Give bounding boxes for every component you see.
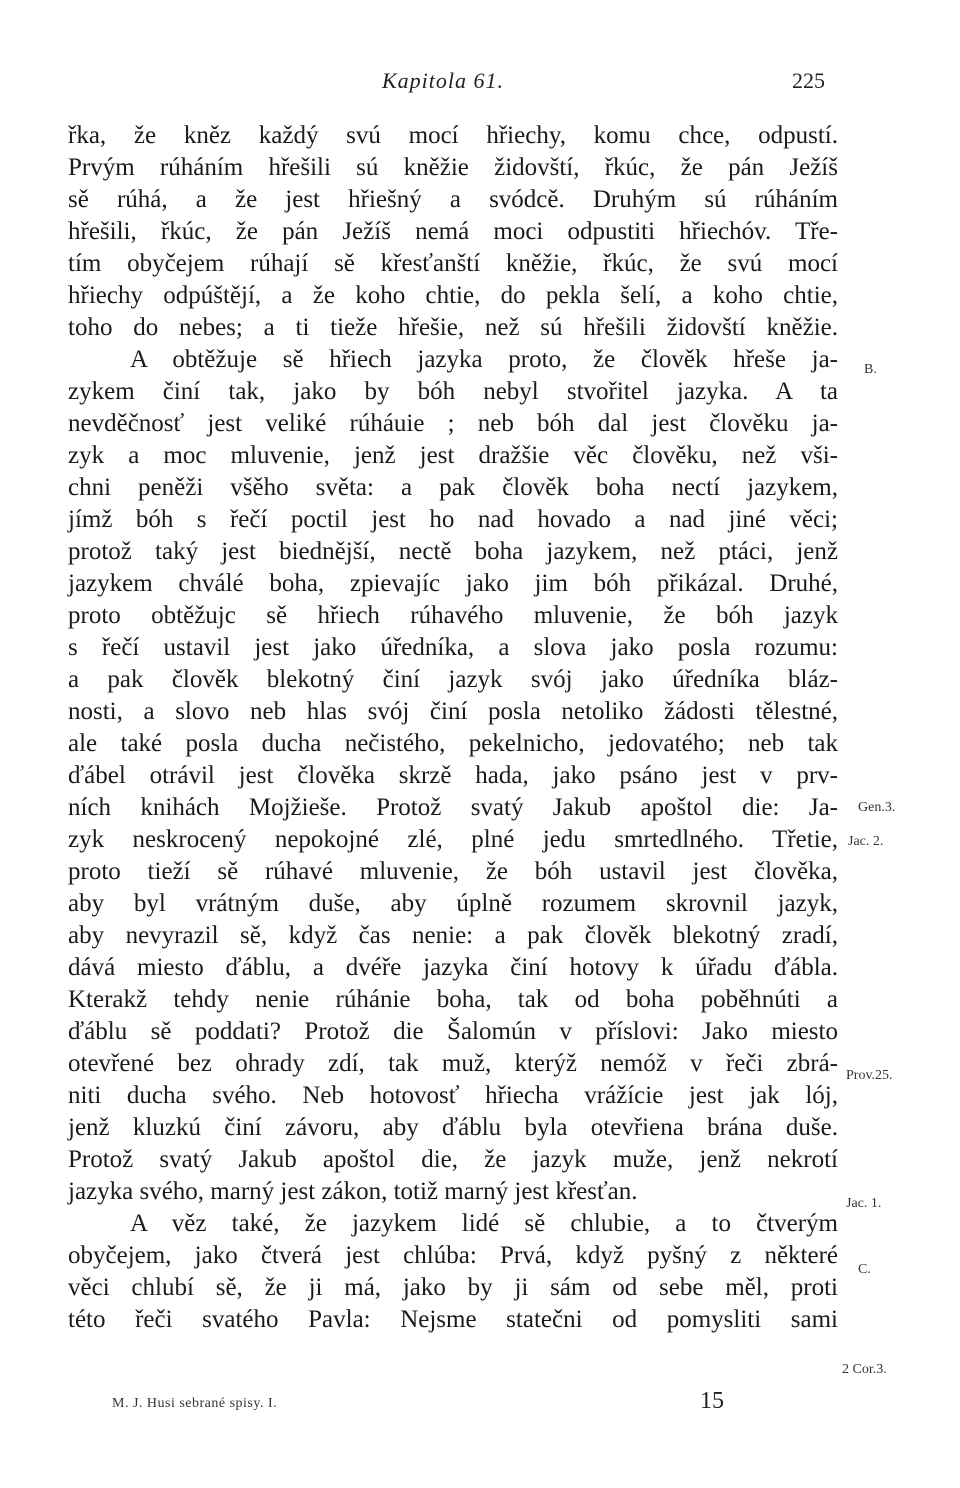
text-line: Protož svatý Jakub apoštol die, že jazyk muže, jenž nekrotí [68, 1146, 838, 1173]
text-line: toho do nebes; a ti tieže hřešie, než sú hřešili židovští kněžie. [68, 314, 838, 341]
text-line: ních knihách Mojžieše. Protož svatý Jakub apoštol die: Ja- [68, 794, 838, 821]
text-line: dává miesto ďáblu, a dvéře jazyka činí hotovy k úřadu ďábla. [68, 954, 838, 981]
text-line: ale také posla ducha nečistého, pekelnicho, jedovatého; neb tak [68, 730, 838, 757]
text-line: proto obtěžujc sě hřiech rúhavého mluvenie, že bóh jazyk [68, 602, 838, 629]
text-line: jazykem chválé boha, zpievajíc jako jim bóh přikázal. Druhé, [68, 570, 838, 597]
text-line: jímž bóh s řečí poctil jest ho nad hovado a nad jiné věci; [68, 506, 838, 533]
text-line: proto tieží sě rúhavé mluvenie, že bóh ustavil jest člověka, [68, 858, 838, 885]
margin-note-gen: Gen.3. [858, 800, 896, 815]
text-line: jenž kluzkú činí závoru, aby ďáblu byla otevřiena brána duše. [68, 1114, 838, 1141]
text-line: hřešili, řkúc, že pán Ježíš nemá moci odpustiti hřiechóv. Tře- [68, 218, 838, 245]
margin-note-cor: 2 Cor.3. [842, 1362, 887, 1377]
text-line: zyk neskrocený nepokojné zlé, plné jedu smrtedlného. Třetie, [68, 826, 838, 853]
page-number: 225 [792, 68, 825, 93]
text-line: niti ducha svého. Neb hotovosť hřiecha vrážície jest jak lój, [68, 1082, 838, 1109]
text-line: Kterakž tehdy nenie rúhánie boha, tak od boha poběhnúti a [68, 986, 838, 1013]
text-line: a pak člověk blekotný činí jazyk svój jako úředníka bláz- [68, 666, 838, 693]
text-line: aby nevyrazil sě, když čas nenie: a pak člověk blekotný zradí, [68, 922, 838, 949]
text-line: obyčejem, jako čtverá jest chlúba: Prvá, když pyšný z některé [68, 1242, 838, 1269]
text-line: tím obyčejem rúhají sě křesťanští kněžie, řkúc, že svú mocí [68, 250, 838, 277]
text-line: Prvým rúháním hřešili sú kněžie židovští, řkúc, že pán Ježíš [68, 154, 838, 181]
text-line: této řeči svatého Pavla: Nejsme statečni od pomysliti sami [68, 1306, 838, 1333]
text-line: sě rúhá, a že jest hřiešný a svódcě. Druhým sú rúháním [68, 186, 838, 213]
text-line: jazyka svého, marný jest zákon, totiž marný jest křesťan. [68, 1178, 638, 1205]
margin-note-jac2: Jac. 2. [848, 834, 884, 849]
body-text [68, 120, 838, 1336]
margin-note-jac1: Jac. 1. [846, 1196, 882, 1211]
text-line: s řečí ustavil jest jako úředníka, a slova jako posla rozumu: [68, 634, 838, 661]
text-line: zyk a moc mluvenie, jenž jest dražšie věc člověku, než vši- [68, 442, 838, 469]
text-line: nevděčnosť jest veliké rúháuie ; neb bóh dal jest člověku ja- [68, 410, 838, 437]
margin-note-prov: Prov.25. [846, 1068, 893, 1083]
text-line: A obtěžuje sě hřiech jazyka proto, že člověk hřeše ja- [130, 346, 838, 373]
running-title: Kapitola 61. [382, 68, 505, 93]
margin-note-c: C. [858, 1262, 871, 1277]
sheet-number: 15 [700, 1388, 724, 1414]
text-line: věci chlubí sě, že ji má, jako by ji sám od sebe měl, proti [68, 1274, 838, 1301]
text-line: A věz také, že jazykem lidé sě chlubie, a to čtverým [130, 1210, 838, 1237]
text-line: protož taký jest biednější, nectě boha jazykem, než ptáci, jenž [68, 538, 838, 565]
text-line: hřiechy odpúštějí, a že koho chtie, do pekla šelí, a koho chtie, [68, 282, 838, 309]
margin-note-b: B. [864, 362, 877, 377]
text-line: aby byl vrátným duše, aby úplně rozumem skrovnil jazyk, [68, 890, 838, 917]
text-line: otevřené bez ohrady zdí, tak muž, kterýž nemóž v řeči zbrá- [68, 1050, 838, 1077]
text-line: nosti, a slovo neb hlas svój činí posla netoliko žádosti tělestné, [68, 698, 838, 725]
text-line: ďáblu sě poddati? Protož die Šalomún v příslovi: Jako miesto [68, 1018, 838, 1045]
footer-signature: M. J. Husi sebrané spisy. I. [112, 1396, 278, 1411]
text-line: řka, že kněz každý svú mocí hřiechy, komu chce, odpustí. [68, 122, 838, 149]
text-line: ďábel otrávil jest člověka skrzě hada, jako psáno jest v prv- [68, 762, 838, 789]
text-line: chni peněži všěho světa: a pak člověk boha nectí jazykem, [68, 474, 838, 501]
text-line: zykem činí tak, jako by bóh nebyl stvořitel jazyka. A ta [68, 378, 838, 405]
